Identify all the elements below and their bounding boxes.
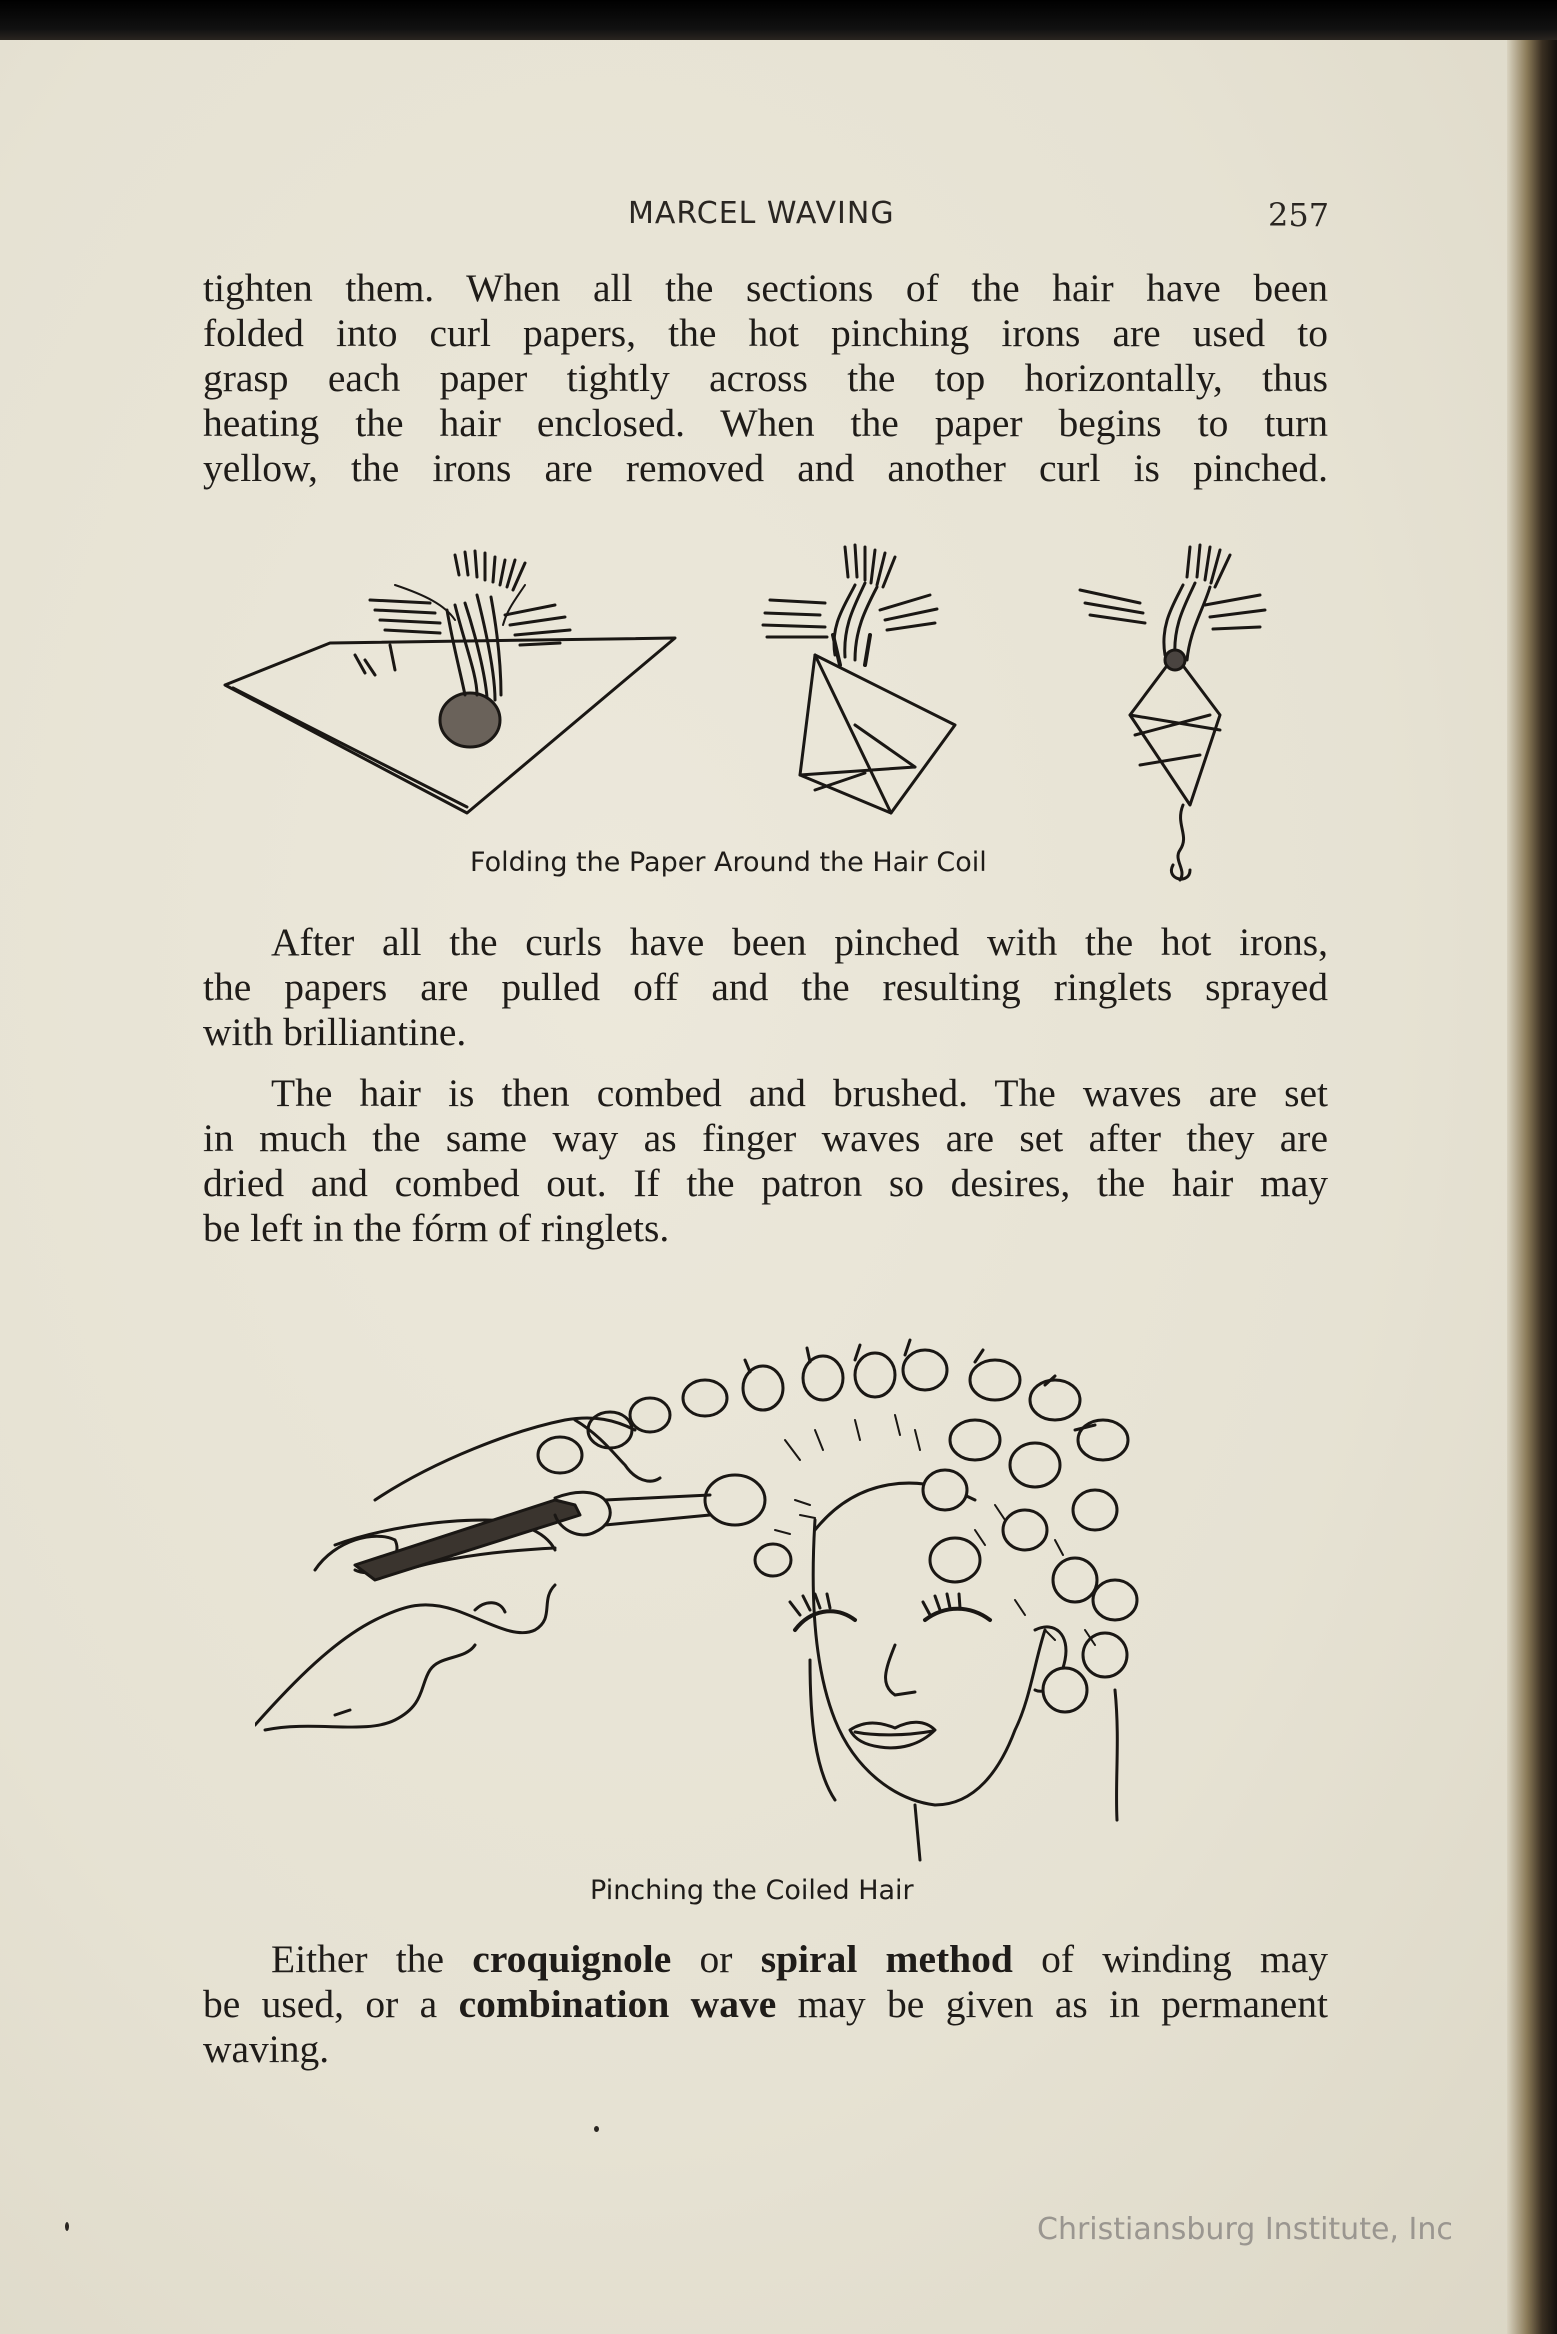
bold-term: croquignole (472, 1937, 672, 1981)
folding-paper-illustration (215, 525, 1325, 890)
text-line: dried and combed out. If the patron so desires, the hair may (203, 1161, 1328, 1205)
text-line: the papers are pulled off and the resulting ringlets sprayed (203, 965, 1328, 1009)
text-run: Either the (271, 1937, 473, 1981)
text-line: heating the hair enclosed. When the paper begins to turn (203, 401, 1328, 445)
running-head: MARCEL WAVING (628, 196, 895, 231)
text-line: folded into curl papers, the hot pinching irons are used to (203, 311, 1328, 355)
ink-speck (65, 2222, 69, 2231)
text-line: with brilliantine. (203, 1010, 467, 1054)
figure-1-caption: Folding the Paper Around the Hair Coil (470, 847, 987, 878)
paper-drawing-2 (763, 545, 955, 813)
text-line: The hair is then combed and brushed. The waves are set (271, 1071, 1328, 1115)
hand-with-irons (255, 1418, 765, 1730)
text-line: be left in the fórm of ringlets. (203, 1206, 670, 1250)
page-edge (1507, 40, 1557, 2334)
pinching-hair-illustration (255, 1300, 1235, 1870)
figure-2-caption: Pinching the Coiled Hair (590, 1875, 914, 1906)
watermark: Christiansburg Institute, Inc (1037, 2212, 1453, 2247)
paper-drawing-1 (225, 551, 675, 813)
text-line (203, 1982, 1328, 2027)
curl-papers (538, 1340, 1137, 1712)
text-run: of winding may (1012, 1937, 1328, 1981)
ink-speck (594, 2126, 599, 2132)
text-line: After all the curls have been pinched with the hot irons, (271, 920, 1328, 964)
page-number: 257 (1268, 196, 1330, 234)
text-run: or (671, 1937, 761, 1981)
paragraph-2 (203, 920, 1328, 1055)
text-line: in much the same way as finger waves are set after they are (203, 1116, 1328, 1160)
text-line: waving. (203, 2027, 330, 2071)
bold-term: combination wave (458, 1982, 777, 2026)
paper-drawing-3 (1080, 545, 1265, 880)
text-line: tighten them. When all the sections of the hair have been (203, 266, 1328, 310)
text-line (203, 1937, 1328, 1982)
text-line: grasp each paper tightly across the top horizontally, thus (203, 356, 1328, 400)
text-line: yellow, the irons are removed and another curl is pinched. (203, 446, 1328, 490)
paragraph-4 (203, 1937, 1328, 2072)
text-run: be used, or a (203, 1982, 459, 2026)
bold-term: spiral method (760, 1937, 1013, 1981)
paragraph-3 (203, 1071, 1328, 1251)
text-run: may be given as in permanent (776, 1982, 1329, 2026)
paragraph-1 (203, 266, 1328, 491)
